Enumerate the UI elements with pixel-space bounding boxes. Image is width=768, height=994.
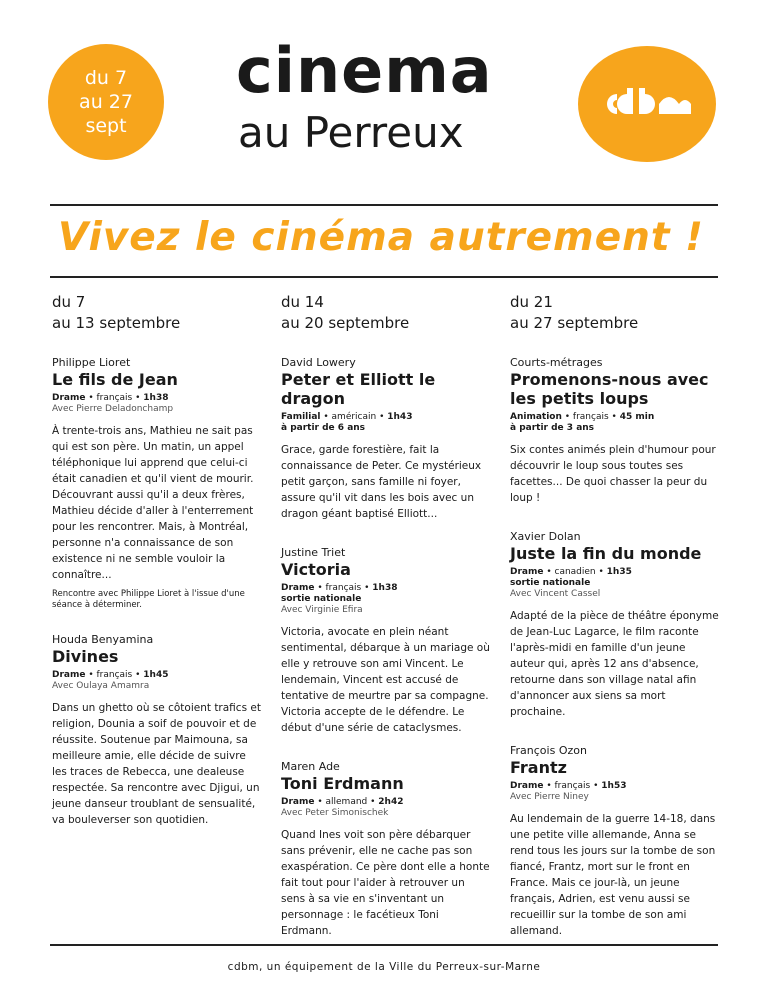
cast: Avec Vincent Cassel bbox=[510, 589, 601, 599]
director: Courts-métrages bbox=[510, 356, 603, 369]
description: Six contes animés plein d'humour pour découvrir le loup sous toutes ses facettes... De quoi chasser la peur du loup ! bbox=[510, 444, 716, 504]
genre: Drame bbox=[52, 393, 86, 403]
week-heading bbox=[281, 292, 491, 334]
genre: Drame bbox=[281, 583, 315, 593]
week-column-2 bbox=[281, 292, 491, 957]
week-line: au 13 septembre bbox=[52, 314, 181, 332]
slogan: Vivez le cinéma autrement ! bbox=[58, 215, 704, 260]
film-title: Promenons-nous avec les petits loups bbox=[510, 370, 709, 408]
genre: Familial bbox=[281, 412, 321, 422]
week-heading bbox=[52, 292, 262, 334]
date-badge-line: du 7 bbox=[84, 67, 128, 89]
description: Grace, garde forestière, fait la connaissance de Peter. Ce mystérieux petit garçon, sans famille ni foyer, assure qu'il vit dans les bois avec un dragon géant baptisé Elliott... bbox=[281, 444, 482, 520]
director: François Ozon bbox=[510, 744, 587, 757]
film-meta: Drame • français • 1h38 sortie nationale bbox=[281, 583, 491, 605]
film-extra: à partir de 6 ans bbox=[281, 423, 366, 433]
cast: Avec Pierre Deladonchamp bbox=[52, 404, 174, 414]
genre: Drame bbox=[281, 797, 315, 807]
duration: 1h38 bbox=[143, 393, 169, 403]
film-meta: Drame • français • 1h53 bbox=[510, 781, 627, 791]
week-line: du 14 bbox=[281, 293, 324, 311]
week-column-1 bbox=[52, 292, 262, 846]
film-meta: Animation • français • 45 min à partir de 3 ans bbox=[510, 412, 720, 434]
duration: 1h53 bbox=[601, 781, 627, 791]
film-title: Victoria bbox=[281, 560, 351, 579]
duration: 1h35 bbox=[606, 567, 632, 577]
slogan-rule bbox=[50, 276, 718, 278]
film-title: Toni Erdmann bbox=[281, 774, 404, 793]
week-line: du 21 bbox=[510, 293, 553, 311]
film-meta: Drame • français • 1h38 bbox=[52, 393, 169, 403]
cast: Avec Pierre Niney bbox=[510, 792, 589, 802]
film-meta: Drame • français • 1h45 bbox=[52, 670, 169, 680]
cdbm-logo bbox=[578, 46, 716, 162]
film-extra: sortie nationale bbox=[510, 578, 591, 588]
genre: Drame bbox=[510, 567, 544, 577]
film-le-fils-de-jean bbox=[52, 356, 262, 611]
duration: 1h43 bbox=[387, 412, 413, 422]
description: Victoria, avocate en plein néant sentimental, débarque à un mariage où elle y retrouve son ami Vincent. Le lendemain, Vincent est accusé de tentative de meurtre par sa compagne. Victoria accepte de le défendre. Le début d'une série de cataclysmes. bbox=[281, 626, 490, 734]
nationality: américain bbox=[331, 412, 377, 422]
film-title: Frantz bbox=[510, 758, 567, 777]
description: Adapté de la pièce de théâtre éponyme de Jean-Luc Lagarce, le film raconte l'après-midi en famille d'un jeune auteur qui, après 12 ans d'absence, retourne dans son village natal afin d'annoncer aux siens sa mort prochaine. bbox=[510, 610, 719, 718]
week-line: au 20 septembre bbox=[281, 314, 410, 332]
duration: 45 min bbox=[619, 412, 655, 422]
description: Au lendemain de la guerre 14-18, dans une petite ville allemande, Anna se rend tous les jours sur la tombe de son fiancé, Frantz, mort sur le front en France. Mais ce jour-là, un jeune français, Adrien, est venu aussi se recueillir sur la tombe de son ami allemand. bbox=[510, 813, 716, 937]
film-title: Divines bbox=[52, 647, 119, 666]
film-divines bbox=[52, 633, 262, 828]
cast: Avec Oulaya Amamra bbox=[52, 681, 150, 691]
film-title: Peter et Elliott le dragon bbox=[281, 370, 436, 408]
film-title: Juste la fin du monde bbox=[510, 544, 702, 563]
cdbm-logo-icon bbox=[599, 84, 695, 124]
nationality: allemand bbox=[325, 797, 368, 807]
nationality: français bbox=[96, 393, 133, 403]
duration: 1h38 bbox=[372, 583, 398, 593]
duration: 2h42 bbox=[378, 797, 404, 807]
event-note: Rencontre avec Philippe Lioret à l'issue d'une séance à déterminer. bbox=[52, 589, 245, 610]
nationality: français bbox=[96, 670, 133, 680]
date-badge-line: sept bbox=[85, 115, 127, 137]
title-perreux: au Perreux bbox=[238, 108, 464, 157]
director: Maren Ade bbox=[281, 760, 340, 773]
description: À trente-trois ans, Mathieu ne sait pas qui est son père. Un matin, un appel téléphonique lui apprend que celui-ci était canadien et qu'il vient de mourir. Découvrant aussi qu'il a deux frères, Mathieu décide d'aller à l'enterrement pour les rencontrer. Mais, à Montréal, personne n'a connaissance de son existence ni ne semble vouloir la connaître... bbox=[52, 425, 254, 581]
description: Quand Ines voit son père débarquer sans prévenir, elle ne cache pas son exaspération. Ce père dont elle a honte fait tout pour l'aider à retrouver un sens à sa vie en s'inventant un personnage : le facétieux Toni Erdmann. bbox=[281, 829, 490, 937]
nationality: français bbox=[572, 412, 609, 422]
footer: cdbm, un équipement de la Ville du Perreux-sur-Marne bbox=[227, 961, 541, 973]
film-toni-erdmann bbox=[281, 760, 491, 939]
week-line: du 7 bbox=[52, 293, 86, 311]
description: Dans un ghetto où se côtoient trafics et religion, Dounia a soif de pouvoir et de réussite. Soutenue par Maimouna, sa meilleure amie, elle décide de suivre les traces de Rebecca, une dealeuse respectée. Sa rencontre avec Djigui, un jeune danseur troublant de sensualité, va bouleverser son quotidien. bbox=[52, 702, 261, 826]
genre: Drame bbox=[510, 781, 544, 791]
film-juste-la-fin-du-monde bbox=[510, 530, 720, 720]
week-heading bbox=[510, 292, 720, 334]
film-meta: Drame • allemand • 2h42 bbox=[281, 797, 404, 807]
film-extra: à partir de 3 ans bbox=[510, 423, 595, 433]
genre: Animation bbox=[510, 412, 562, 422]
director: Justine Triet bbox=[281, 546, 346, 559]
nationality: français bbox=[325, 583, 362, 593]
duration: 1h45 bbox=[143, 670, 169, 680]
film-frantz bbox=[510, 744, 720, 939]
cast: Avec Virginie Efira bbox=[281, 605, 363, 615]
film-meta: Drame • canadien • 1h35 sortie nationale bbox=[510, 567, 720, 589]
bottom-rule bbox=[50, 944, 718, 946]
nationality: français bbox=[554, 781, 591, 791]
nationality: canadien bbox=[554, 567, 596, 577]
film-extra: sortie nationale bbox=[281, 594, 362, 604]
week-line: au 27 septembre bbox=[510, 314, 639, 332]
film-title: Le fils de Jean bbox=[52, 370, 178, 389]
top-rule bbox=[50, 204, 718, 206]
date-badge bbox=[48, 44, 164, 160]
film-peter-et-elliott bbox=[281, 356, 491, 522]
director: David Lowery bbox=[281, 356, 356, 369]
director: Philippe Lioret bbox=[52, 356, 131, 369]
film-promenons-nous bbox=[510, 356, 720, 506]
week-column-3 bbox=[510, 292, 720, 957]
director: Houda Benyamina bbox=[52, 633, 154, 646]
date-badge-line: au 27 bbox=[79, 91, 133, 113]
title-cinema: cinema bbox=[236, 34, 493, 107]
film-meta: Familial • américain • 1h43 à partir de 6 ans bbox=[281, 412, 491, 434]
genre: Drame bbox=[52, 670, 86, 680]
cast: Avec Peter Simonischek bbox=[281, 808, 389, 818]
film-victoria bbox=[281, 546, 491, 736]
director: Xavier Dolan bbox=[510, 530, 581, 543]
